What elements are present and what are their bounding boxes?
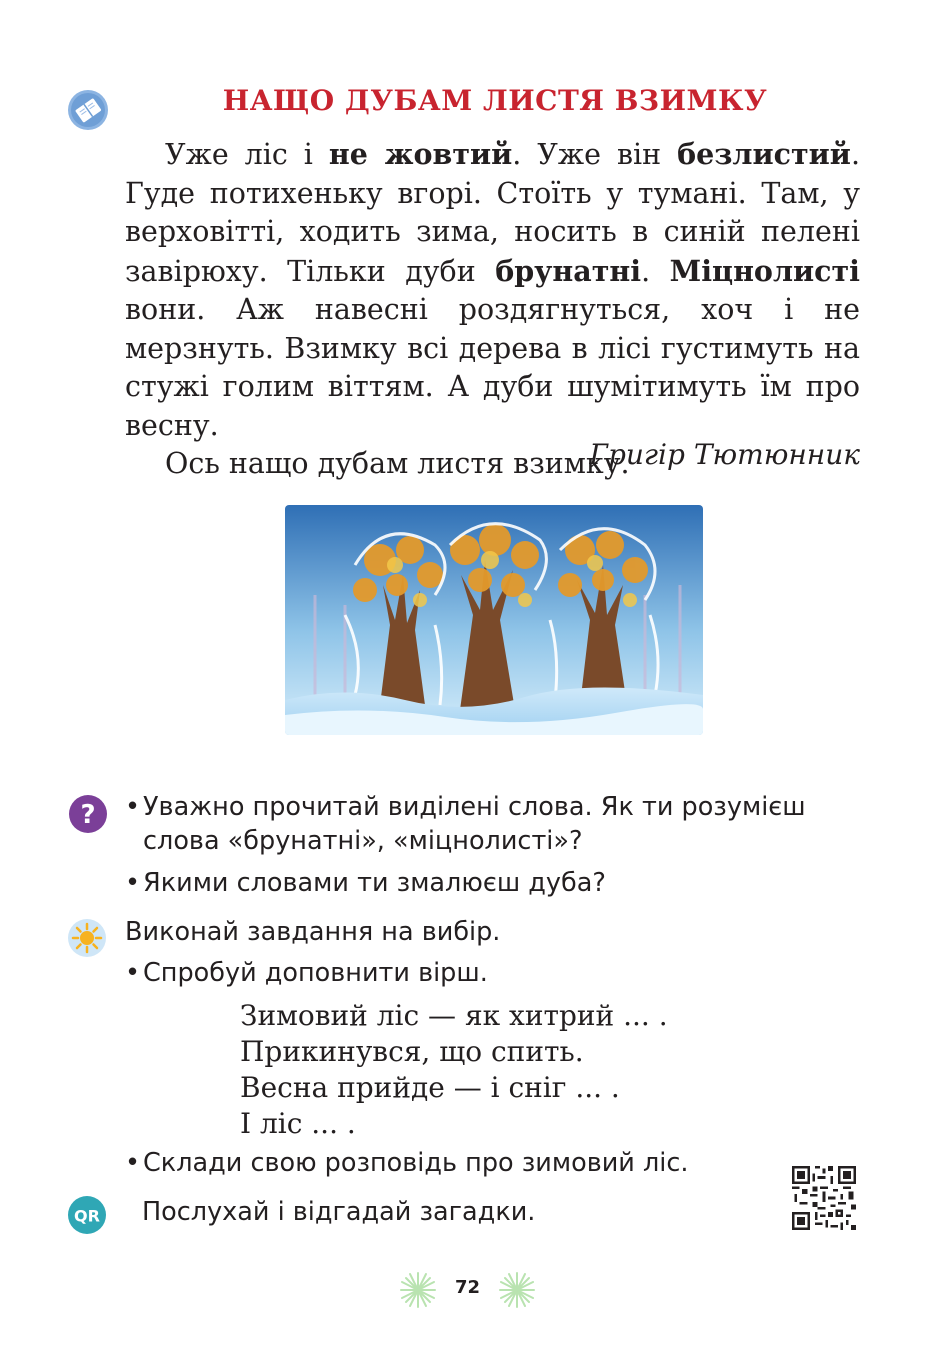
question-icon	[68, 794, 108, 834]
winter-oak-forest-illustration	[285, 505, 703, 735]
highlighted-word: Міцнолисті	[669, 253, 861, 288]
reading-book-icon	[67, 89, 109, 131]
poem-line: І ліс ... .	[240, 1107, 356, 1140]
question-2-text: Якими словами ти змалюєш дуба?	[143, 868, 606, 898]
question-2	[125, 866, 606, 900]
task-1-text: Спробуй доповнити вірш.	[143, 958, 488, 988]
bullet: •	[125, 868, 141, 898]
question-1	[125, 790, 865, 858]
poem	[240, 998, 668, 1142]
bullet: •	[125, 958, 141, 988]
bullet: •	[125, 792, 141, 822]
poem-line: Весна прийде — і сніг ... .	[240, 1071, 620, 1104]
page-number: 72	[454, 1277, 481, 1298]
bullet: •	[125, 1148, 141, 1178]
story-author: Григір Тютюнник	[589, 438, 860, 471]
story-text-segment: . Гуде потихеньку вгорі. Стоїть у тумані. Там, у верховітті, ходить зима, носить в синій пелені завірюху. Тільки дуби	[125, 138, 860, 288]
question-1-line-2: слова «брунатні», «міцнолисті»?	[143, 826, 583, 856]
task-2	[125, 1146, 689, 1180]
highlighted-word: брунатні	[495, 253, 642, 288]
sun-icon	[67, 918, 107, 958]
story-text-segment: Уже ліс і	[165, 138, 329, 171]
story-paragraph-2: Ось нащо дубам листя взимку.	[165, 447, 630, 480]
story-paragraph-1	[125, 135, 860, 445]
highlighted-word: не жовтий	[328, 137, 513, 171]
snowflake-decoration-icon	[497, 1270, 537, 1310]
story-text-segment: . Уже він	[512, 138, 678, 171]
listen-riddles-text: Послухай і відгадай загадки.	[142, 1197, 536, 1227]
poem-line: Прикинувся, що спить.	[240, 1035, 584, 1068]
story-text	[125, 135, 860, 484]
qr-code[interactable]	[792, 1166, 856, 1230]
poem-line: Зимовий ліс — як хитрий ... .	[240, 999, 668, 1032]
question-1-line-1: Уважно прочитай виділені слова. Як ти розумієш	[143, 792, 806, 822]
svg-text:QR: QR	[74, 1206, 100, 1226]
page-title: НАЩО ДУБАМ ЛИСТЯ ВЗИМКУ	[222, 84, 768, 117]
story-text-segment: вони. Аж навесні роздягнуться, хоч і не мерзнуть. Взимку всі дерева в лісі густимуть на стужі голим віттям. А дуби шумітимуть їм про весну.	[125, 293, 860, 442]
choose-task-heading: Виконай завдання на вибір.	[125, 917, 501, 947]
qr-badge-icon	[67, 1195, 107, 1235]
task-1	[125, 956, 488, 990]
task-2-text: Склади свою розповідь про зимовий ліс.	[143, 1148, 689, 1178]
svg-text:?: ?	[80, 800, 96, 830]
story-text-segment: .	[641, 254, 670, 288]
highlighted-word: безлистий	[677, 137, 851, 171]
